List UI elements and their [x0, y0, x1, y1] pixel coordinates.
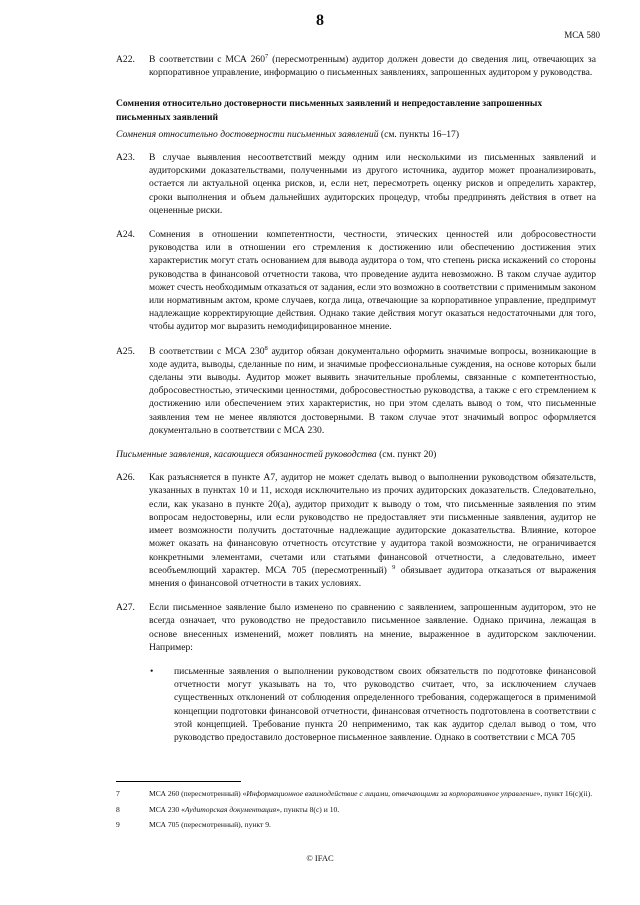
paragraph-a25	[116, 345, 596, 437]
paragraph-label: A23.	[116, 152, 135, 164]
footnote-number: 9	[116, 820, 120, 829]
footnote-number: 8	[116, 804, 120, 814]
footnote-text: », пункт 16(c)(ii).	[536, 789, 593, 798]
paragraph-text: В соответствии с МСА 260	[149, 54, 266, 65]
paragraph-text: аудитор обязан документально оформить значимые вопросы, возникающие в ходе аудита, выводы, сделанные по ним, и значимые профессиональные суждения, на основе которых были сделаны эти выводы. Аудитор может выявить значительные проблемы, связанные с компетентностью, добросовестностью, этическими ценностями, добросовестностью руководства, а также с его стремлением к достижению или обеспечением этих характеристик, но при этом сделать вывод о том, что письменные заявления тем не менее являются достоверными. В таком случае этот значимый вопрос оформляется документально в соответствии с МСА 230.	[149, 345, 597, 436]
subheading-ref: (см. пункты 16–17)	[378, 128, 460, 140]
footnote-text: », пункты 8(c) и 10.	[276, 804, 340, 814]
footnotes	[116, 789, 596, 836]
paragraph-a27	[116, 601, 596, 654]
footnote-ref: 7	[265, 52, 269, 60]
footnote-text: МСА 705 (пересмотренный), пункт 9.	[149, 820, 271, 829]
subheading-italic: Сомнения относительно достоверности письменных заявлений	[116, 128, 379, 140]
section-heading: Сомнения относительно достоверности письменных заявлений и непредоставление запрошенных письменных заявлений	[116, 98, 543, 123]
bullet-item	[116, 665, 596, 744]
document-code: МСА 580	[564, 30, 600, 40]
paragraph-a23	[116, 151, 596, 217]
page-number: 8	[316, 12, 324, 29]
paragraph-text: Если письменное заявление было изменено по сравнению с заявлением, запрошенным аудитором, это не всегда означает, что руководство не предоставило письменное заявление. Однако причина, лежащая в основе внесенных изменений, может повлиять на мнение, выраженное в аудиторском заключении. Например:	[149, 602, 596, 653]
subheading-doubts	[116, 128, 596, 141]
paragraph-label: A26.	[116, 472, 135, 484]
subheading-responsibilities	[116, 448, 596, 461]
footnote-9	[116, 820, 596, 831]
paragraph-label: A24.	[116, 229, 135, 241]
paragraph-text: В случае выявления несоответствий между одним или несколькими из письменных заявлений и аудиторскими доказательствами, полученными из другого источника, аудитор может проанализировать, остается ли актуальной оценка рисков, и, если нет, пересмотреть оценку рисков и определить характер, сроки выполнения и объем дальнейших аудиторских процедур, чтобы предпринять действия в ответ на оцененные риски.	[149, 152, 596, 216]
footnote-text: МСА 230 «	[149, 804, 185, 814]
footnote-ref: 9	[392, 563, 396, 571]
footnote-7	[116, 789, 596, 800]
footnote-8	[116, 805, 596, 816]
footnote-title: Аудиторская документация	[184, 804, 277, 814]
paragraph-text: В соответствии с МСА 230	[149, 345, 265, 357]
paragraph-text: обязывает аудитора отказаться от выражения мнения о финансовой отчетности в таких условиях.	[149, 564, 596, 589]
paragraph-a26	[116, 471, 596, 590]
paragraph-text: (пересмотренным) аудитор должен довести до сведения лиц, отвечающих за корпоративное управление, информацию о письменных заявлениях, запрошенных аудитором у руководства.	[149, 54, 596, 79]
bullet-symbol: •	[150, 665, 154, 677]
footnote-divider	[116, 781, 241, 782]
document-body	[116, 53, 596, 744]
footnote-title: Информационное взаимодействие с лицами, отвечающими за корпоративное управление	[246, 789, 537, 798]
subheading-ref: (см. пункт 20)	[376, 449, 437, 461]
paragraph-a22	[116, 53, 596, 79]
bullet-text: письменные заявления о выполнении руководством своих обязательств по подготовке финансовой отчетности могут указывать на то, что руководство считает, что, за исключением случаев существенных отклонений от соблюдения определенного требования, содержащегося в применимой концепции подготовки финансовой отчетности, финансовая отчетность подготовлена в соответствии с этой концепцией. Требование пункта 20 неприменимо, так как аудитор сделал вывод о том, что руководство предоставило достоверное письменное заявление. Однако в соответствии с МСА 705	[174, 665, 596, 743]
paragraph-text: Как разъясняется в пункте A7, аудитор не может сделать вывод о выполнении руководством обязательств, указанных в пунктах 10 и 11, исходя исключительно из прочих аудиторских доказательств. Следовательно, если, как указано в пункте 20(a), аудитор приходит к выводу о том, что письменные заявления по этим вопросам недостоверны, или если руководство не предоставляет эти письменные заявления, аудитор не имеет возможности получить достаточные надлежащие аудиторские доказательства. Влияние, которое может оказать на финансовую отчетность отсутствие у аудитора такой возможности, не ограничивается конкретными элементами, счетами или статьями финансовой отчетности, а следовательно, имеет всеобъемлющий характер. МСА 705 (пересмотренный)	[149, 472, 596, 576]
paragraph-text: Сомнения в отношении компетентности, честности, этических ценностей или добросовестности руководства или в отношении его стремления к достижению или обеспечению достижения этих характеристик могут стать основанием для вывода аудитора о том, что степень риска искажений со стороны руководства в финансовой отчетности такова, что проведение аудита невозможно. В таком случае аудитор может счесть необходимым отказаться от задания, если это возможно в соответствии с применимым законом или нормативным актом, кроме случаев, когда лица, отвечающие за корпоративное управление, предпримут надлежащие корректирующие действия. Однако такие действия могут оказаться недостаточными для того, чтобы аудитор мог выразить немодифицированное мнение.	[149, 229, 596, 333]
paragraph-label: A22.	[116, 54, 135, 65]
footnote-ref: 8	[264, 344, 268, 352]
copyright-footer: © IFAC	[306, 853, 334, 863]
paragraph-label: A27.	[116, 602, 135, 614]
paragraph-a24	[116, 228, 596, 334]
footnote-text: МСА 260 (пересмотренный) «	[149, 789, 247, 798]
subheading-italic: Письменные заявления, касающиеся обязанностей руководства	[116, 449, 377, 461]
footnote-number: 7	[116, 789, 120, 798]
paragraph-label: A25.	[116, 345, 135, 357]
